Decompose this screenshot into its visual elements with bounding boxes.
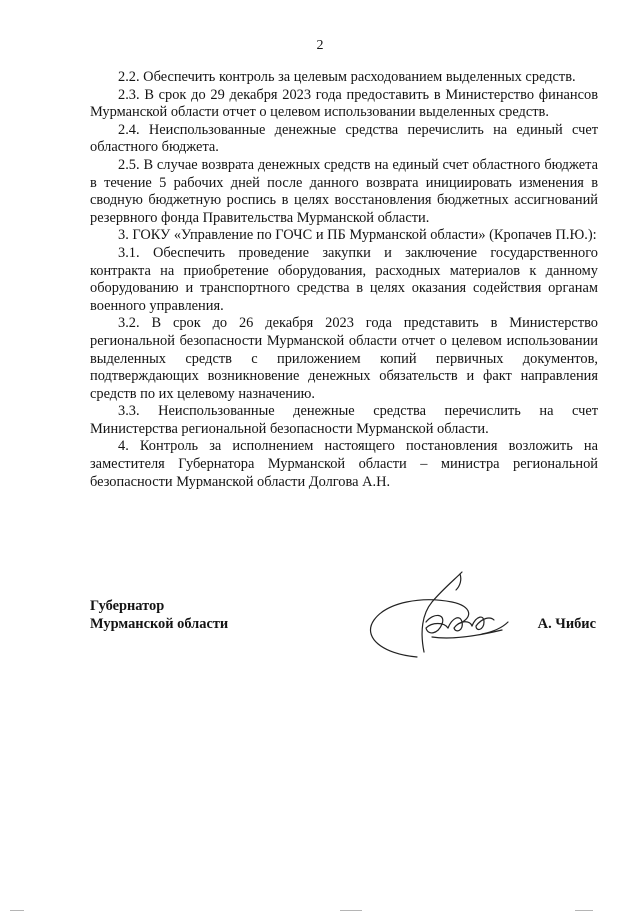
signatory-title bbox=[90, 597, 228, 633]
paragraph-2-5: 2.5. В случае возврата денежных средств на единый счет областного бюджета в течение 5 рабочих дней после данного возврата инициировать изменения в сводную бюджетную роспись в целях восстановления бюджетных ассигнований резервного фонда Правительства Мурманской области. bbox=[90, 156, 598, 226]
page-number: 2 bbox=[316, 38, 324, 53]
paragraph-2-4: 2.4. Неиспользованные денежные средства перечислить на единый счет областного бюджета. bbox=[90, 121, 598, 156]
paragraph-2-3: 2.3. В срок до 29 декабря 2023 года предоставить в Министерство финансов Мурманской области отчет о целевом использовании выделенных средств. bbox=[90, 86, 598, 121]
paragraph-2-2: 2.2. Обеспечить контроль за целевым расходованием выделенных средств. bbox=[118, 69, 576, 85]
signatory-name: А. Чибис bbox=[537, 616, 596, 632]
signatory-title-line2: Мурманской области bbox=[90, 616, 229, 632]
paragraph-3-2: 3.2. В срок до 26 декабря 2023 года представить в Министерство региональной безопасности Мурманской области отчет о целевом использовании выделенных средств с приложением копий первичных документов, подтверждающих возникновение денежных обязательств и факт направления средств по их целевому назначению. bbox=[90, 315, 598, 402]
paragraph-3-3: 3.3. Неиспользованные денежные средства перечислить на счет Министерства региональной безопасности Мурманской области. bbox=[90, 403, 598, 437]
signature-block bbox=[90, 597, 598, 687]
signatory-title-line1: Губернатор bbox=[90, 598, 165, 614]
paragraph-4: 4. Контроль за исполнением настоящего постановления возложить на заместителя Губернатора Мурманской области – министра региональной безопасности Мурманской области Долгова А.Н. bbox=[90, 438, 598, 490]
paragraph-3-1: 3.1. Обеспечить проведение закупки и заключение государственного контракта на приобретение оборудования, расходных материалов к данному оборудованию и транспортного средства в целях оказания содействия органам военного управления. bbox=[90, 244, 598, 314]
document-body bbox=[90, 69, 598, 491]
scan-edge-marks bbox=[0, 907, 640, 913]
paragraph-3: 3. ГОКУ «Управление по ГОЧС и ПБ Мурманской области» (Кропачев П.Ю.): bbox=[118, 227, 597, 244]
handwritten-signature bbox=[362, 562, 512, 672]
